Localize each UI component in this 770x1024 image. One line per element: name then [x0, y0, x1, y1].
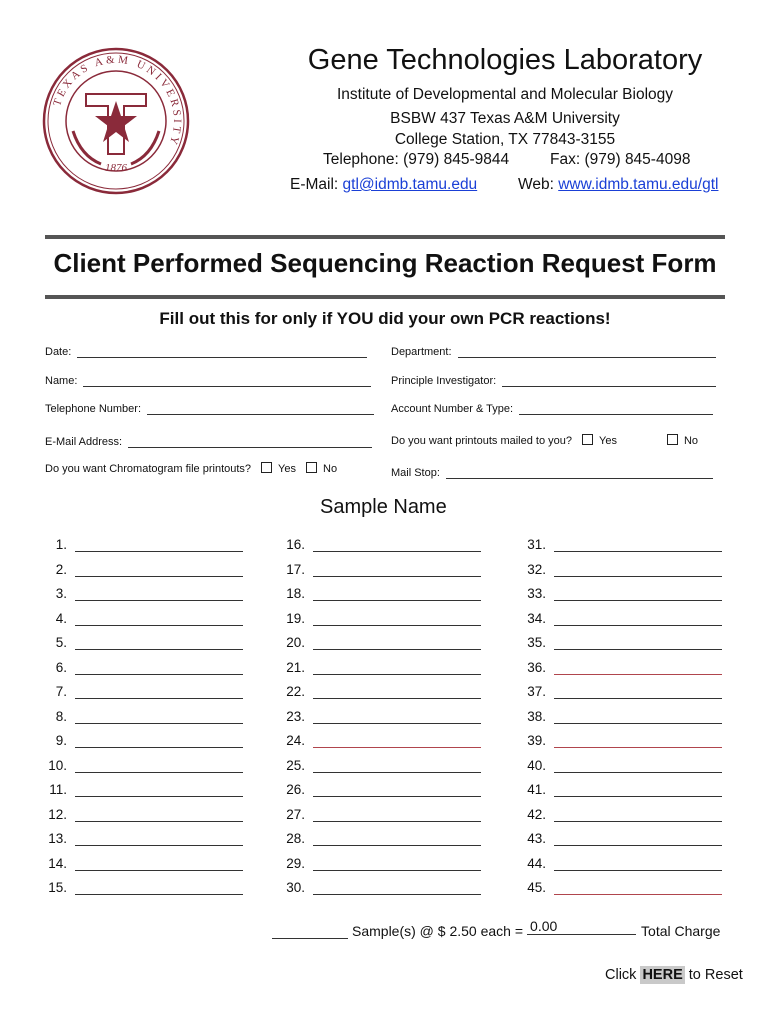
- sample-name-input[interactable]: [75, 636, 243, 650]
- account-input[interactable]: [519, 403, 713, 415]
- sample-row: [45, 880, 243, 895]
- sample-row: [524, 880, 722, 895]
- sample-number: 13.: [48, 831, 67, 846]
- sample-number: 11.: [49, 782, 67, 797]
- sample-number: 26.: [286, 782, 305, 797]
- sample-row: [283, 758, 481, 773]
- pi-field[interactable]: [391, 375, 716, 387]
- web-line: [518, 176, 718, 194]
- sample-name-input[interactable]: [75, 685, 243, 699]
- name-field[interactable]: [45, 375, 371, 387]
- sample-name-input[interactable]: [313, 881, 481, 895]
- sample-row: [524, 684, 722, 699]
- sample-name-input[interactable]: [554, 759, 722, 773]
- sample-number: 35.: [527, 635, 546, 650]
- total-charge-value[interactable]: 0.00: [527, 918, 636, 935]
- account-field[interactable]: [391, 403, 713, 415]
- sample-name-input[interactable]: [554, 563, 722, 577]
- sample-row: [283, 660, 481, 675]
- sample-name-input[interactable]: [75, 710, 243, 724]
- no-label: No: [683, 435, 699, 447]
- sample-number: 34.: [527, 610, 546, 626]
- sample-row: [45, 660, 243, 675]
- sample-name-input[interactable]: [75, 857, 243, 871]
- sample-number: 9.: [55, 733, 67, 748]
- sample-name-input[interactable]: [313, 685, 481, 699]
- sample-name-input[interactable]: [554, 881, 722, 895]
- sample-number: 27.: [286, 806, 305, 822]
- sample-name-input[interactable]: [75, 808, 243, 822]
- sample-number: 17.: [286, 561, 305, 577]
- telephone-input[interactable]: [147, 403, 374, 415]
- sample-row: [45, 635, 243, 650]
- sample-name-input[interactable]: [554, 783, 722, 797]
- pi-label: Principle Investigator:: [391, 375, 497, 387]
- email-address-input[interactable]: [128, 432, 372, 448]
- sample-name-input[interactable]: [75, 587, 243, 601]
- sample-row: [524, 660, 722, 675]
- no-label: No: [323, 463, 338, 475]
- sample-row: [283, 709, 481, 724]
- sample-number: 4.: [55, 610, 67, 626]
- printouts-mailed-yes-checkbox[interactable]: [582, 434, 593, 445]
- sample-number: 5.: [55, 635, 67, 650]
- sample-row: [524, 537, 722, 552]
- charge-calculation: [272, 918, 721, 939]
- sample-number: 42.: [527, 806, 546, 822]
- sample-row: [524, 807, 722, 822]
- sample-row: [45, 586, 243, 601]
- sample-name-input[interactable]: [75, 783, 243, 797]
- telephone-field[interactable]: [45, 403, 374, 415]
- sample-row: [283, 782, 481, 797]
- sample-name-input[interactable]: [313, 636, 481, 650]
- date-field[interactable]: [45, 346, 367, 358]
- sample-number: 25.: [286, 757, 305, 773]
- sample-row: [283, 611, 481, 626]
- sample-number: 28.: [286, 831, 305, 846]
- mail-stop-input[interactable]: [446, 467, 713, 479]
- pi-input[interactable]: [502, 375, 716, 387]
- sample-row: [45, 611, 243, 626]
- sample-name-input[interactable]: [554, 587, 722, 601]
- svg-text:1876: 1876: [105, 162, 127, 174]
- sample-name-input[interactable]: [313, 538, 481, 552]
- date-label: Date:: [45, 346, 72, 358]
- reset-button[interactable]: HERE: [642, 967, 683, 983]
- sample-row: [45, 782, 243, 797]
- sample-name-input[interactable]: [313, 563, 481, 577]
- institute-name: Institute of Developmental and Molecular Biology: [336, 86, 674, 103]
- sample-row: [45, 807, 243, 822]
- sample-name-input[interactable]: [554, 857, 722, 871]
- sample-number: 41.: [527, 782, 546, 797]
- account-label: Account Number & Type:: [391, 403, 514, 415]
- sample-number: 44.: [527, 855, 546, 871]
- sample-number: 2.: [55, 561, 67, 577]
- sample-number: 39.: [527, 733, 546, 748]
- web-link[interactable]: www.idmb.tamu.edu/gtl: [558, 176, 719, 193]
- bottom-divider: [45, 295, 725, 299]
- sample-row: [283, 856, 481, 871]
- chromatogram-no-checkbox[interactable]: [306, 462, 317, 473]
- sample-name-input[interactable]: [554, 661, 722, 675]
- sample-number: 33.: [527, 586, 546, 601]
- sample-row: [283, 562, 481, 577]
- sample-name-input[interactable]: [75, 734, 243, 748]
- form-subtitle: Fill out this for only if YOU did your own PCR reactions!: [159, 309, 611, 328]
- sample-name-input[interactable]: [313, 612, 481, 626]
- sample-number: 29.: [286, 855, 305, 871]
- email-address-label: E-Mail Address:: [45, 436, 123, 448]
- sample-row: [283, 635, 481, 650]
- sample-number: 32.: [527, 561, 546, 577]
- university-seal: [41, 46, 191, 196]
- sample-number: 37.: [527, 684, 546, 699]
- sample-row: [524, 758, 722, 773]
- address-line-2: College Station, TX 77843-3155: [394, 131, 616, 148]
- name-input[interactable]: [83, 375, 371, 387]
- date-input[interactable]: [77, 346, 367, 358]
- printouts-mailed-field: [391, 435, 698, 447]
- sample-number: 38.: [527, 708, 546, 724]
- email-line: [290, 176, 477, 194]
- sample-row: [524, 611, 722, 626]
- sample-number: 43.: [527, 831, 546, 846]
- reset-post-text: to Reset: [688, 967, 743, 983]
- sample-count-input[interactable]: [272, 924, 348, 939]
- reset-control: [605, 967, 743, 983]
- sample-number: 12.: [48, 806, 67, 822]
- sample-number: 7.: [55, 684, 67, 699]
- sample-row: [45, 562, 243, 577]
- sample-name-input[interactable]: [554, 636, 722, 650]
- sample-number: 21.: [286, 659, 305, 675]
- sample-name-input[interactable]: [554, 710, 722, 724]
- fax: Fax: (979) 845-4098: [550, 151, 691, 168]
- sample-row: [45, 758, 243, 773]
- top-divider: [45, 235, 725, 239]
- sample-row: [524, 831, 722, 846]
- sample-name-input[interactable]: [313, 857, 481, 871]
- sample-name-input[interactable]: [554, 734, 722, 748]
- sample-name-heading: Sample Name: [320, 496, 447, 518]
- sample-name-input[interactable]: [313, 661, 481, 675]
- sample-row: [45, 831, 243, 846]
- sample-row: [283, 807, 481, 822]
- sample-row: [45, 709, 243, 724]
- sample-name-input[interactable]: [75, 759, 243, 773]
- mail-stop-field[interactable]: [391, 467, 713, 479]
- sample-number: 18.: [286, 586, 305, 601]
- sample-number: 15.: [48, 880, 67, 895]
- total-charge-label: Total Charge: [641, 923, 721, 939]
- web-label: Web:: [518, 176, 554, 193]
- sample-name-input[interactable]: [554, 685, 722, 699]
- email-label: E-Mail:: [290, 176, 339, 193]
- sample-row: [45, 733, 243, 748]
- sample-name-input[interactable]: [313, 832, 481, 846]
- mail-stop-label: Mail Stop:: [391, 467, 440, 479]
- sample-name-input[interactable]: [554, 612, 722, 626]
- name-label: Name:: [45, 375, 78, 387]
- sample-number: 10.: [48, 757, 67, 773]
- chromatogram-yes-checkbox[interactable]: [261, 462, 272, 473]
- sample-name-input[interactable]: [313, 808, 481, 822]
- sample-name-input[interactable]: [313, 587, 481, 601]
- sample-name-input[interactable]: [75, 832, 243, 846]
- sample-number: 8.: [55, 708, 67, 724]
- telephone-label: Telephone Number:: [45, 403, 142, 415]
- sample-name-input[interactable]: [313, 759, 481, 773]
- sample-number: 16.: [286, 537, 305, 552]
- sample-number: 6.: [55, 659, 67, 675]
- department-field[interactable]: [391, 346, 716, 358]
- telephone: Telephone: (979) 845-9844: [323, 151, 510, 168]
- sample-number: 1.: [55, 537, 67, 552]
- sample-name-input[interactable]: [554, 808, 722, 822]
- sample-row: [45, 684, 243, 699]
- department-input[interactable]: [458, 346, 716, 358]
- address-line-1: BSBW 437 Texas A&M University: [390, 110, 620, 127]
- sample-name-input[interactable]: [313, 710, 481, 724]
- department-label: Department:: [391, 346, 452, 358]
- svg-text:TEXAS A&M UNIVERSITY: TEXAS A&M UNIVERSITY: [51, 53, 184, 149]
- sample-row: [524, 709, 722, 724]
- sample-row: [45, 856, 243, 871]
- chromatogram-field: [45, 463, 337, 475]
- sample-row: [283, 586, 481, 601]
- sample-number: 23.: [286, 708, 305, 724]
- chromatogram-label: Do you want Chromatogram file printouts?: [45, 463, 252, 475]
- sample-number: 40.: [527, 757, 546, 773]
- sample-row: [283, 733, 481, 748]
- sample-name-input[interactable]: [75, 881, 243, 895]
- sample-row: [524, 782, 722, 797]
- sample-number: 22.: [286, 684, 305, 699]
- email-link[interactable]: gtl@idmb.tamu.edu: [342, 176, 478, 193]
- sample-number: 3.: [55, 586, 67, 601]
- sample-row: [524, 635, 722, 650]
- sample-name-input[interactable]: [75, 538, 243, 552]
- sample-row: [45, 537, 243, 552]
- sample-name-input[interactable]: [75, 612, 243, 626]
- sample-name-input[interactable]: [554, 538, 722, 552]
- printouts-mailed-label: Do you want printouts mailed to you?: [391, 435, 572, 447]
- sample-row: [524, 586, 722, 601]
- sample-number: 14.: [48, 855, 67, 871]
- form-title: Client Performed Sequencing Reaction Request Form: [53, 248, 717, 278]
- sample-number: 20.: [286, 635, 305, 650]
- printouts-mailed-no-checkbox[interactable]: [667, 434, 678, 445]
- sample-number: 45.: [527, 880, 546, 895]
- yes-label: Yes: [599, 435, 617, 447]
- sample-name-input[interactable]: [75, 661, 243, 675]
- sample-row: [283, 880, 481, 895]
- lab-name: Gene Technologies Laboratory: [307, 44, 703, 76]
- sample-number: 31.: [527, 537, 546, 552]
- sample-name-input[interactable]: [75, 563, 243, 577]
- sample-name-input[interactable]: [554, 832, 722, 846]
- sample-number: 24.: [286, 733, 305, 748]
- reset-pre-text: Click: [605, 967, 637, 983]
- sample-number: 19.: [286, 610, 305, 626]
- sample-row: [524, 562, 722, 577]
- sample-name-input[interactable]: [313, 734, 481, 748]
- sample-row: [283, 537, 481, 552]
- sample-row: [283, 684, 481, 699]
- email-field[interactable]: [45, 432, 372, 448]
- sample-row: [283, 831, 481, 846]
- yes-label: Yes: [278, 463, 296, 475]
- sample-number: 36.: [527, 659, 546, 675]
- calc-text: Sample(s) @ $ 2.50 each =: [352, 923, 524, 939]
- sample-name-input[interactable]: [313, 783, 481, 797]
- sample-row: [524, 856, 722, 871]
- sample-number: 30.: [286, 880, 305, 895]
- sample-row: [524, 733, 722, 748]
